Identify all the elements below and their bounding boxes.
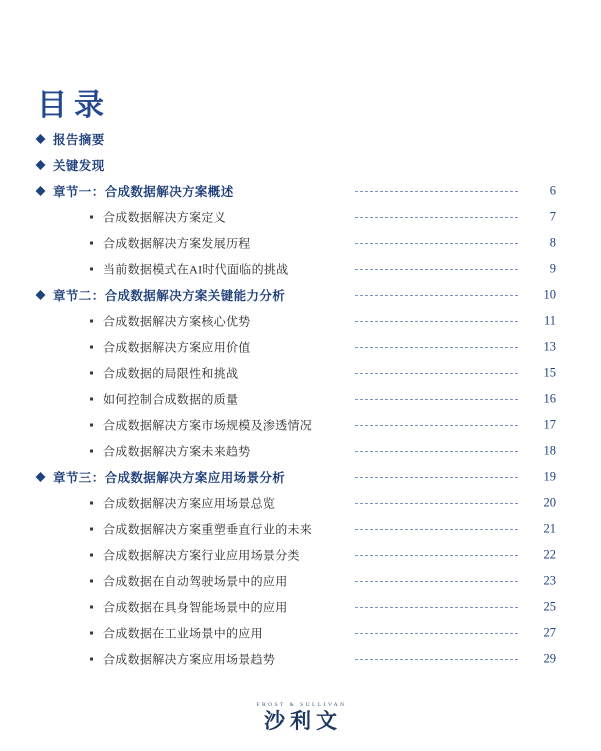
toc-chapter-row[interactable] bbox=[0, 464, 601, 490]
toc-leader-line bbox=[355, 607, 518, 608]
toc-entry-label: 当前数据模式在AI时代面临的挑战 bbox=[103, 262, 289, 277]
toc-entry-label: 合成数据解决方案重塑垂直行业的未来 bbox=[103, 522, 313, 537]
toc-entry-label: 章节二：合成数据解决方案关键能力分析 bbox=[53, 289, 286, 303]
toc-entry-label: 合成数据解决方案应用场景趋势 bbox=[103, 652, 276, 667]
square-bullet-icon bbox=[90, 502, 93, 505]
square-bullet-icon bbox=[90, 268, 93, 271]
toc-subitem-row[interactable] bbox=[0, 256, 601, 282]
square-bullet-icon bbox=[90, 346, 93, 349]
toc-entry-label: 合成数据在具身智能场景中的应用 bbox=[103, 600, 288, 615]
diamond-bullet-icon bbox=[36, 290, 46, 300]
toc-page-number: 21 bbox=[543, 521, 556, 536]
toc-leader-line bbox=[355, 529, 518, 530]
toc-subitem-row[interactable] bbox=[0, 594, 601, 620]
table-of-contents bbox=[0, 126, 601, 672]
toc-subitem-row[interactable] bbox=[0, 438, 601, 464]
toc-subitem-row[interactable] bbox=[0, 620, 601, 646]
toc-entry-label: 合成数据解决方案行业应用场景分类 bbox=[103, 548, 300, 563]
toc-subitem-row[interactable] bbox=[0, 360, 601, 386]
toc-leader-line bbox=[355, 217, 518, 218]
toc-entry-label: 关键发现 bbox=[53, 159, 105, 173]
toc-subitem-row[interactable] bbox=[0, 412, 601, 438]
toc-subitem-row[interactable] bbox=[0, 204, 601, 230]
toc-entry-label: 章节一：合成数据解决方案概述 bbox=[53, 185, 234, 199]
diamond-bullet-icon bbox=[36, 186, 46, 196]
toc-entry-label: 合成数据解决方案应用场景总览 bbox=[103, 496, 276, 511]
square-bullet-icon bbox=[90, 554, 93, 557]
toc-leader-line bbox=[355, 581, 518, 582]
toc-page-number: 23 bbox=[543, 573, 556, 588]
toc-entry-label: 合成数据在自动驾驶场景中的应用 bbox=[103, 574, 288, 589]
toc-subitem-row[interactable] bbox=[0, 386, 601, 412]
toc-subitem-row[interactable] bbox=[0, 230, 601, 256]
diamond-bullet-icon bbox=[36, 160, 46, 170]
toc-leader-line bbox=[355, 191, 518, 192]
toc-leader-line bbox=[355, 503, 518, 504]
toc-entry-label: 合成数据解决方案定义 bbox=[103, 210, 227, 225]
toc-chapter-row[interactable] bbox=[0, 282, 601, 308]
toc-entry-label: 合成数据解决方案应用价值 bbox=[103, 340, 251, 355]
square-bullet-icon bbox=[90, 632, 93, 635]
toc-page-number: 22 bbox=[543, 547, 556, 562]
toc-leader-line bbox=[355, 347, 518, 348]
toc-entry-label: 合成数据解决方案未来趋势 bbox=[103, 444, 251, 459]
toc-entry-label: 如何控制合成数据的质量 bbox=[103, 392, 239, 407]
page-title: 目录 bbox=[37, 89, 111, 123]
toc-leader-line bbox=[355, 633, 518, 634]
toc-page-number: 13 bbox=[543, 339, 556, 354]
square-bullet-icon bbox=[90, 450, 93, 453]
square-bullet-icon bbox=[90, 580, 93, 583]
toc-subitem-row[interactable] bbox=[0, 646, 601, 672]
toc-entry-label: 合成数据解决方案市场规模及渗透情况 bbox=[103, 418, 313, 433]
toc-subitem-row[interactable] bbox=[0, 516, 601, 542]
square-bullet-icon bbox=[90, 424, 93, 427]
toc-subitem-row[interactable] bbox=[0, 542, 601, 568]
footer-logo bbox=[0, 702, 601, 733]
toc-page-number: 8 bbox=[549, 235, 556, 250]
square-bullet-icon bbox=[90, 372, 93, 375]
toc-entry-label: 合成数据解决方案核心优势 bbox=[103, 314, 251, 329]
toc-page-number: 6 bbox=[549, 183, 556, 198]
toc-chapter-row[interactable] bbox=[0, 152, 601, 178]
square-bullet-icon bbox=[90, 320, 93, 323]
toc-leader-line bbox=[355, 321, 518, 322]
toc-leader-line bbox=[355, 399, 518, 400]
toc-page-number: 17 bbox=[543, 417, 556, 432]
toc-page-number: 9 bbox=[549, 261, 556, 276]
toc-leader-line bbox=[355, 659, 518, 660]
toc-page-number: 11 bbox=[543, 313, 556, 328]
toc-leader-line bbox=[355, 425, 518, 426]
square-bullet-icon bbox=[90, 242, 93, 245]
toc-leader-line bbox=[355, 477, 518, 478]
toc-page-number: 18 bbox=[543, 443, 556, 458]
toc-page-number: 20 bbox=[543, 495, 556, 510]
diamond-bullet-icon bbox=[36, 472, 46, 482]
square-bullet-icon bbox=[90, 528, 93, 531]
toc-leader-line bbox=[355, 269, 518, 270]
toc-chapter-row[interactable] bbox=[0, 126, 601, 152]
diamond-bullet-icon bbox=[36, 134, 46, 144]
toc-page-number: 27 bbox=[543, 625, 556, 640]
toc-subitem-row[interactable] bbox=[0, 334, 601, 360]
toc-leader-line bbox=[355, 295, 518, 296]
toc-entry-label: 合成数据在工业场景中的应用 bbox=[103, 626, 263, 641]
toc-entry-label: 合成数据解决方案发展历程 bbox=[103, 236, 251, 251]
logo-name: 沙利文 bbox=[264, 709, 342, 733]
toc-page-number: 7 bbox=[549, 209, 556, 224]
toc-leader-line bbox=[355, 555, 518, 556]
toc-page-number: 16 bbox=[543, 391, 556, 406]
logo-tagline: FROST & SULLIVAN bbox=[256, 702, 347, 708]
toc-page-number: 15 bbox=[543, 365, 556, 380]
toc-page-number: 29 bbox=[543, 651, 556, 666]
square-bullet-icon bbox=[90, 398, 93, 401]
toc-entry-label: 报告摘要 bbox=[53, 133, 105, 147]
square-bullet-icon bbox=[90, 216, 93, 219]
toc-leader-line bbox=[355, 243, 518, 244]
toc-leader-line bbox=[355, 373, 518, 374]
toc-subitem-row[interactable] bbox=[0, 490, 601, 516]
square-bullet-icon bbox=[90, 606, 93, 609]
toc-chapter-row[interactable] bbox=[0, 178, 601, 204]
toc-leader-line bbox=[355, 451, 518, 452]
toc-entry-label: 合成数据的局限性和挑战 bbox=[103, 366, 239, 381]
toc-page-number: 10 bbox=[543, 287, 556, 302]
toc-entry-label: 章节三：合成数据解决方案应用场景分析 bbox=[53, 471, 286, 485]
toc-page-number: 25 bbox=[543, 599, 556, 614]
toc-page-number: 19 bbox=[543, 469, 556, 484]
toc-subitem-row[interactable] bbox=[0, 568, 601, 594]
toc-subitem-row[interactable] bbox=[0, 308, 601, 334]
square-bullet-icon bbox=[90, 658, 93, 661]
